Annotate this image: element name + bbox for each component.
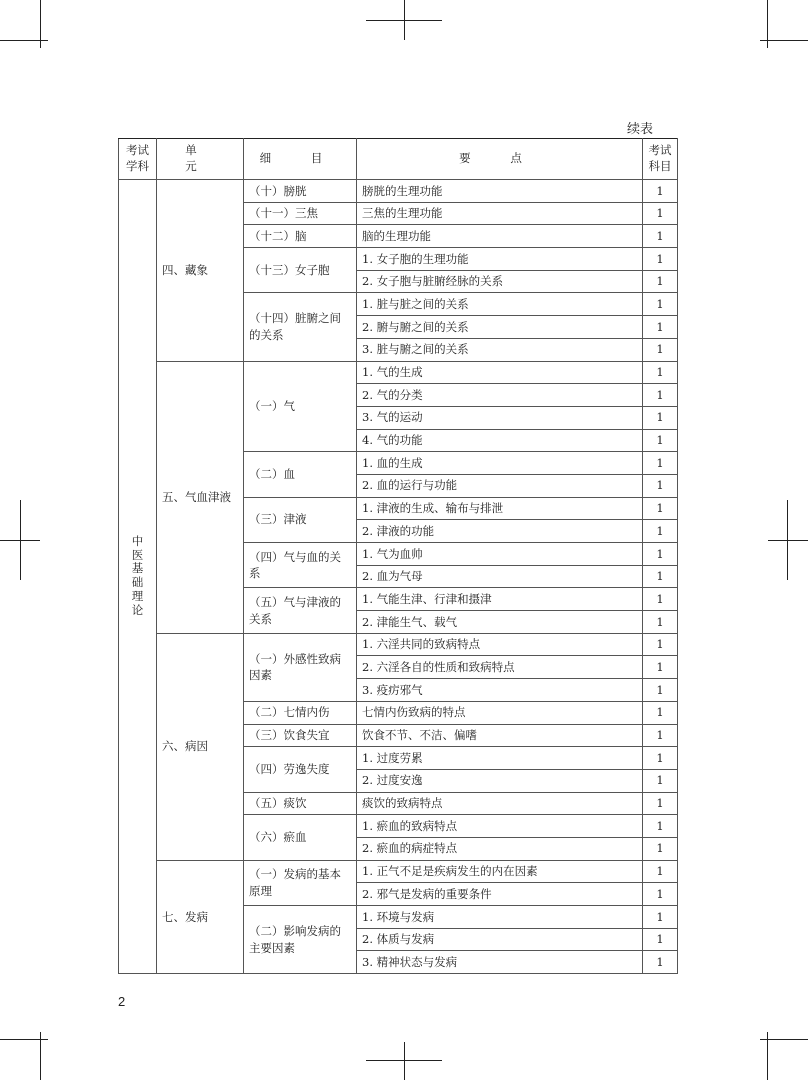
item-cell: （十一）三焦 (244, 202, 357, 225)
point-cell: 2. 津液的功能 (357, 520, 643, 543)
code-cell: 1 (643, 474, 678, 497)
item-cell: （六）瘀血 (244, 815, 357, 860)
code-cell: 1 (643, 611, 678, 634)
point-cell: 2. 过度安逸 (357, 769, 643, 792)
code-cell: 1 (643, 338, 678, 361)
point-cell: 1. 六淫共同的致病特点 (357, 633, 643, 656)
code-cell: 1 (643, 406, 678, 429)
code-cell: 1 (643, 633, 678, 656)
code-cell: 1 (643, 928, 678, 951)
item-cell: （一）气 (244, 361, 357, 452)
point-cell: 三焦的生理功能 (357, 202, 643, 225)
code-cell: 1 (643, 679, 678, 702)
item-cell: （十二）脑 (244, 225, 357, 248)
code-cell: 1 (643, 588, 678, 611)
code-cell: 1 (643, 837, 678, 860)
item-cell: （二）血 (244, 452, 357, 497)
point-cell: 2. 腑与腑之间的关系 (357, 316, 643, 339)
point-cell: 3. 气的运动 (357, 406, 643, 429)
point-cell: 2. 六淫各自的性质和致病特点 (357, 656, 643, 679)
item-cell: （三）饮食失宜 (244, 724, 357, 747)
point-cell: 1. 脏与脏之间的关系 (357, 293, 643, 316)
crop-mark (404, 1042, 405, 1080)
code-cell: 1 (643, 384, 678, 407)
item-cell: （十三）女子胞 (244, 248, 357, 293)
item-cell: （五）痰饮 (244, 792, 357, 815)
item-cell: （四）劳逸失度 (244, 747, 357, 792)
point-cell: 2. 血的运行与功能 (357, 474, 643, 497)
code-cell: 1 (643, 202, 678, 225)
code-cell: 1 (643, 747, 678, 770)
point-cell: 4. 气的功能 (357, 429, 643, 452)
crop-mark (366, 20, 442, 21)
crop-mark (366, 1060, 442, 1061)
item-cell: （二）影响发病的主要因素 (244, 906, 357, 974)
crop-mark (0, 40, 48, 41)
code-cell: 1 (643, 520, 678, 543)
crop-mark (760, 1039, 808, 1040)
unit-cell: 四、藏象 (157, 180, 244, 362)
item-cell: （十四）脏腑之间的关系 (244, 293, 357, 361)
header-item: 细 目 (244, 139, 357, 180)
point-cell: 膀胱的生理功能 (357, 180, 643, 203)
point-cell: 2. 津能生气、载气 (357, 611, 643, 634)
code-cell: 1 (643, 452, 678, 475)
page-number: 2 (118, 994, 126, 1009)
table-row (119, 860, 678, 883)
code-cell: 1 (643, 701, 678, 724)
unit-cell: 五、气血津液 (157, 361, 244, 633)
item-cell: （二）七情内伤 (244, 701, 357, 724)
point-cell: 3. 脏与腑之间的关系 (357, 338, 643, 361)
header-point: 要 点 (357, 139, 643, 180)
header-code: 考试科目 (643, 139, 678, 180)
code-cell: 1 (643, 293, 678, 316)
item-cell: （五）气与津液的关系 (244, 588, 357, 633)
point-cell: 1. 气能生津、行津和摄津 (357, 588, 643, 611)
point-cell: 2. 血为气母 (357, 565, 643, 588)
code-cell: 1 (643, 656, 678, 679)
table-row (119, 180, 678, 203)
crop-mark (760, 40, 808, 41)
code-cell: 1 (643, 270, 678, 293)
item-cell: （一）外感性致病因素 (244, 633, 357, 701)
code-cell: 1 (643, 951, 678, 974)
code-cell: 1 (643, 248, 678, 271)
table-row (119, 633, 678, 656)
code-cell: 1 (643, 565, 678, 588)
table-row (119, 361, 678, 384)
subject-cell (119, 180, 157, 974)
point-cell: 痰饮的致病特点 (357, 792, 643, 815)
code-cell: 1 (643, 815, 678, 838)
point-cell: 饮食不节、不洁、偏嗜 (357, 724, 643, 747)
point-cell: 1. 气的生成 (357, 361, 643, 384)
point-cell: 1. 环境与发病 (357, 906, 643, 929)
code-cell: 1 (643, 497, 678, 520)
code-cell: 1 (643, 883, 678, 906)
point-cell: 3. 疫疠邪气 (357, 679, 643, 702)
point-cell: 1. 津液的生成、输布与排泄 (357, 497, 643, 520)
point-cell: 2. 气的分类 (357, 384, 643, 407)
unit-cell: 六、病因 (157, 633, 244, 860)
subject-label: 中医基础理论 (131, 533, 144, 617)
code-cell: 1 (643, 769, 678, 792)
code-cell: 1 (643, 316, 678, 339)
point-cell: 2. 邪气是发病的重要条件 (357, 883, 643, 906)
point-cell: 1. 女子胞的生理功能 (357, 248, 643, 271)
syllabus-table (118, 138, 678, 974)
item-cell: （十）膀胱 (244, 180, 357, 203)
item-cell: （三）津液 (244, 497, 357, 542)
point-cell: 1. 正气不足是疾病发生的内在因素 (357, 860, 643, 883)
code-cell: 1 (643, 543, 678, 566)
point-cell: 2. 体质与发病 (357, 928, 643, 951)
point-cell: 1. 气为血帅 (357, 543, 643, 566)
crop-mark (0, 1039, 48, 1040)
code-cell: 1 (643, 180, 678, 203)
code-cell: 1 (643, 361, 678, 384)
point-cell: 七情内伤致病的特点 (357, 701, 643, 724)
code-cell: 1 (643, 429, 678, 452)
point-cell: 3. 精神状态与发病 (357, 951, 643, 974)
point-cell: 2. 女子胞与脏腑经脉的关系 (357, 270, 643, 293)
point-cell: 1. 瘀血的致病特点 (357, 815, 643, 838)
crop-mark (0, 540, 40, 541)
header-subject: 考试学科 (119, 139, 157, 180)
item-cell: （一）发病的基本原理 (244, 860, 357, 905)
point-cell: 脑的生理功能 (357, 225, 643, 248)
point-cell: 1. 过度劳累 (357, 747, 643, 770)
code-cell: 1 (643, 225, 678, 248)
code-cell: 1 (643, 724, 678, 747)
table-header-row (119, 139, 678, 180)
continuation-label: 续表 (627, 122, 654, 137)
code-cell: 1 (643, 906, 678, 929)
crop-mark (768, 540, 808, 541)
unit-cell: 七、发病 (157, 860, 244, 973)
point-cell: 1. 血的生成 (357, 452, 643, 475)
code-cell: 1 (643, 860, 678, 883)
code-cell: 1 (643, 792, 678, 815)
point-cell: 2. 瘀血的病症特点 (357, 837, 643, 860)
header-unit: 单 元 (157, 139, 244, 180)
item-cell: （四）气与血的关系 (244, 543, 357, 588)
